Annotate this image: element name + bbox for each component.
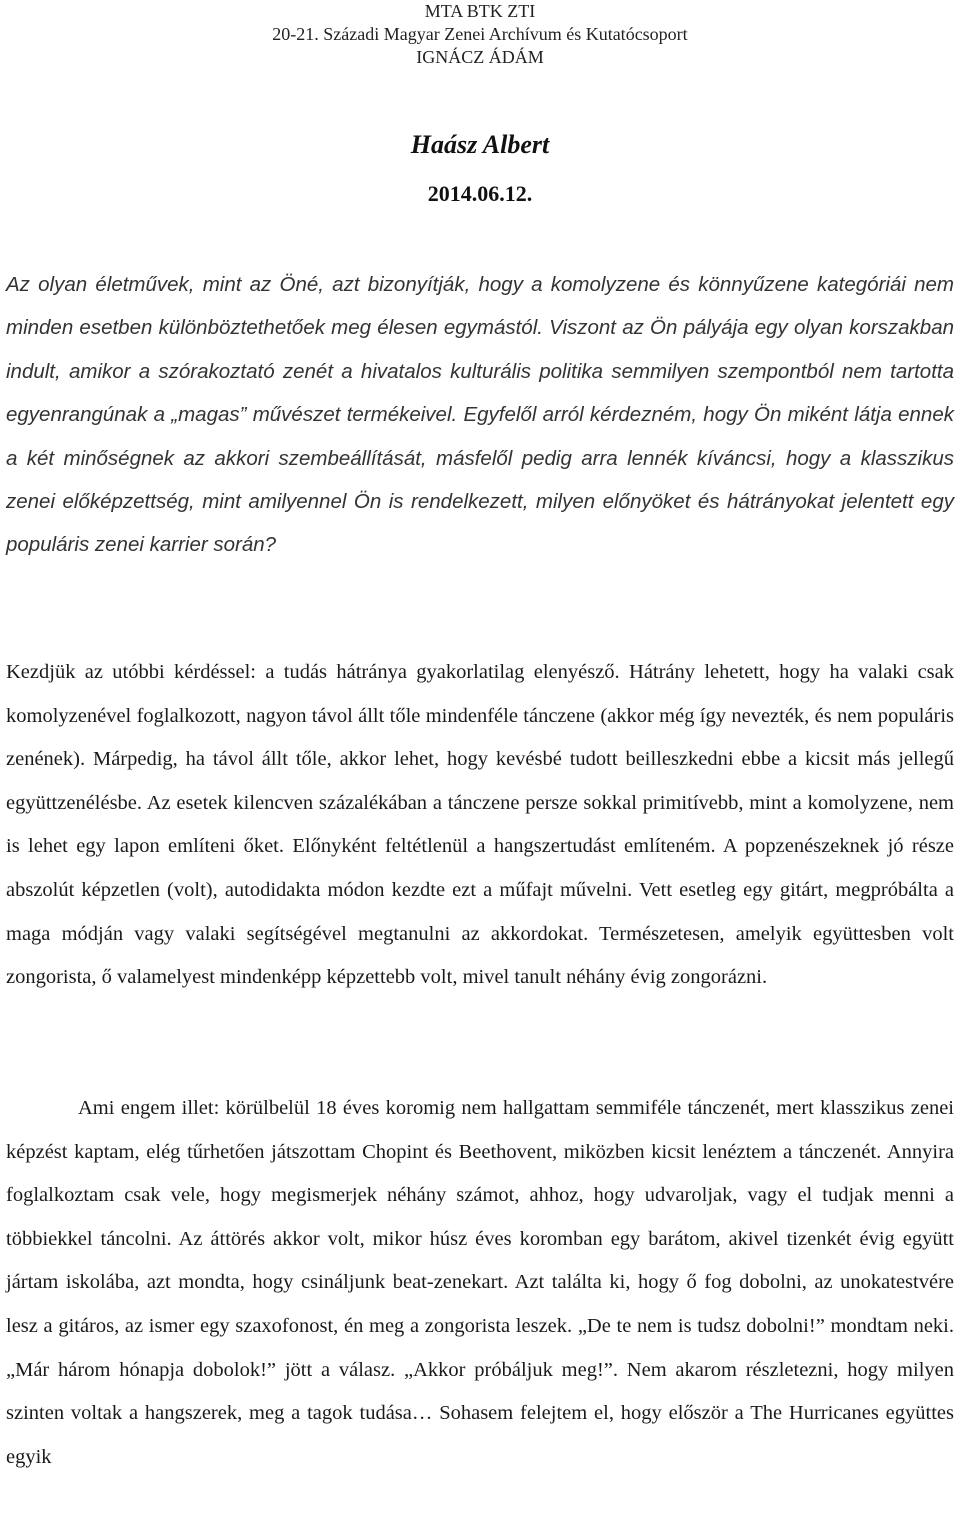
interview-question: Az olyan életművek, mint az Öné, azt bizonyítják, hogy a komolyzene és könnyűzene kategóriái nem minden esetben különböztethetőek meg élesen egymástól. Viszont az Ön pályája egy olyan korszakban indult, amikor a szórakoztató zenét a hivatalos kulturális politika semmilyen szempontból nem tartotta egyenrangúnak a „magas” művészet termékeivel. Egyfelől arról kérdezném, hogy Ön miként látja ennek a két minőségnek az akkori szembeállítását, másfelől pedig arra lennék kíváncsi, hogy a klasszikus zenei előképzettség, mint amilyennel Ön is rendelkezett, milyen előnyöket és hátrányokat jelentett egy populáris zenei karrier során? <box>6 273 954 557</box>
archive-name: 20-21. Századi Magyar Zenei Archívum és Kutatócsoport <box>272 24 688 44</box>
interview-subject-title: Haász Albert <box>410 130 550 159</box>
answer-paragraph: Kezdjük az utóbbi kérdéssel: a tudás hátránya gyakorlatilag elenyésző. Hátrány lehetett, hogy ha valaki csak komolyzenével foglalkozott, nagyon távol állt tőle mindenféle tánczene (akkor még így nevezték, és nem populáris zenének). Márpedig, ha távol állt tőle, akkor lehet, hogy kevésbé tudott beilleszkedni ebbe a kicsit más jellegű együttzenélésbe. Az esetek kilencven százalékában a tánczene persze sokkal primitívebb, mint a komolyzene, nem is lehet egy lapon említeni őket. Előnyként feltétlenül a hangszertudást említeném. A popzenészeknek jó része abszolút képzetlen (volt), autodidakta módon kezdte ezt a műfajt művelni. Vett esetleg egy gitárt, megpróbálta a maga módján vagy valaki segítségével megtanulni az akkordokat. Természetesen, amelyik együttesben volt zongorista, ő valamelyest mindenképp képzettebb volt, mivel tanult néhány évig zongorázni. <box>6 661 954 989</box>
institution-name: MTA BTK ZTI <box>424 1 536 21</box>
answer-paragraph: Ami engem illet: körülbelül 18 éves koromig nem hallgattam semmiféle tánczenét, mert klasszikus zenei képzést kaptam, elég tűrhetően játszottam Chopint és Beethovent, miközben kicsit lenéztem a tánczenét. Annyira foglalkoztam csak vele, hogy megismerjek néhány számot, ahhoz, hogy udvaroljak, vagy el tudjak menni a többiekkel táncolni. Az áttörés akkor volt, mikor húsz éves koromban egy barátom, akivel tizenkét évig együtt jártam iskolába, azt mondta, hogy csináljunk beat-zenekart. Azt találta ki, hogy ő fog dobolni, az unokatestvére lesz a gitáros, az ismer egy szaxofonost, én meg a zongorista leszek. „De te nem is tudsz dobolni!” mondtam neki. „Már három hónapja dobolok!” jött a válasz. „Akkor próbáljuk meg!”. Nem akarom részletezni, hogy milyen szinten voltak a hangszerek, meg a tagok tudása… Sohasem felejtem el, hogy először a The Hurricanes együttes egyik <box>6 1097 954 1468</box>
author-name: IGNÁCZ ÁDÁM <box>416 47 544 67</box>
document-header <box>0 0 960 69</box>
interview-date: 2014.06.12. <box>427 181 533 206</box>
